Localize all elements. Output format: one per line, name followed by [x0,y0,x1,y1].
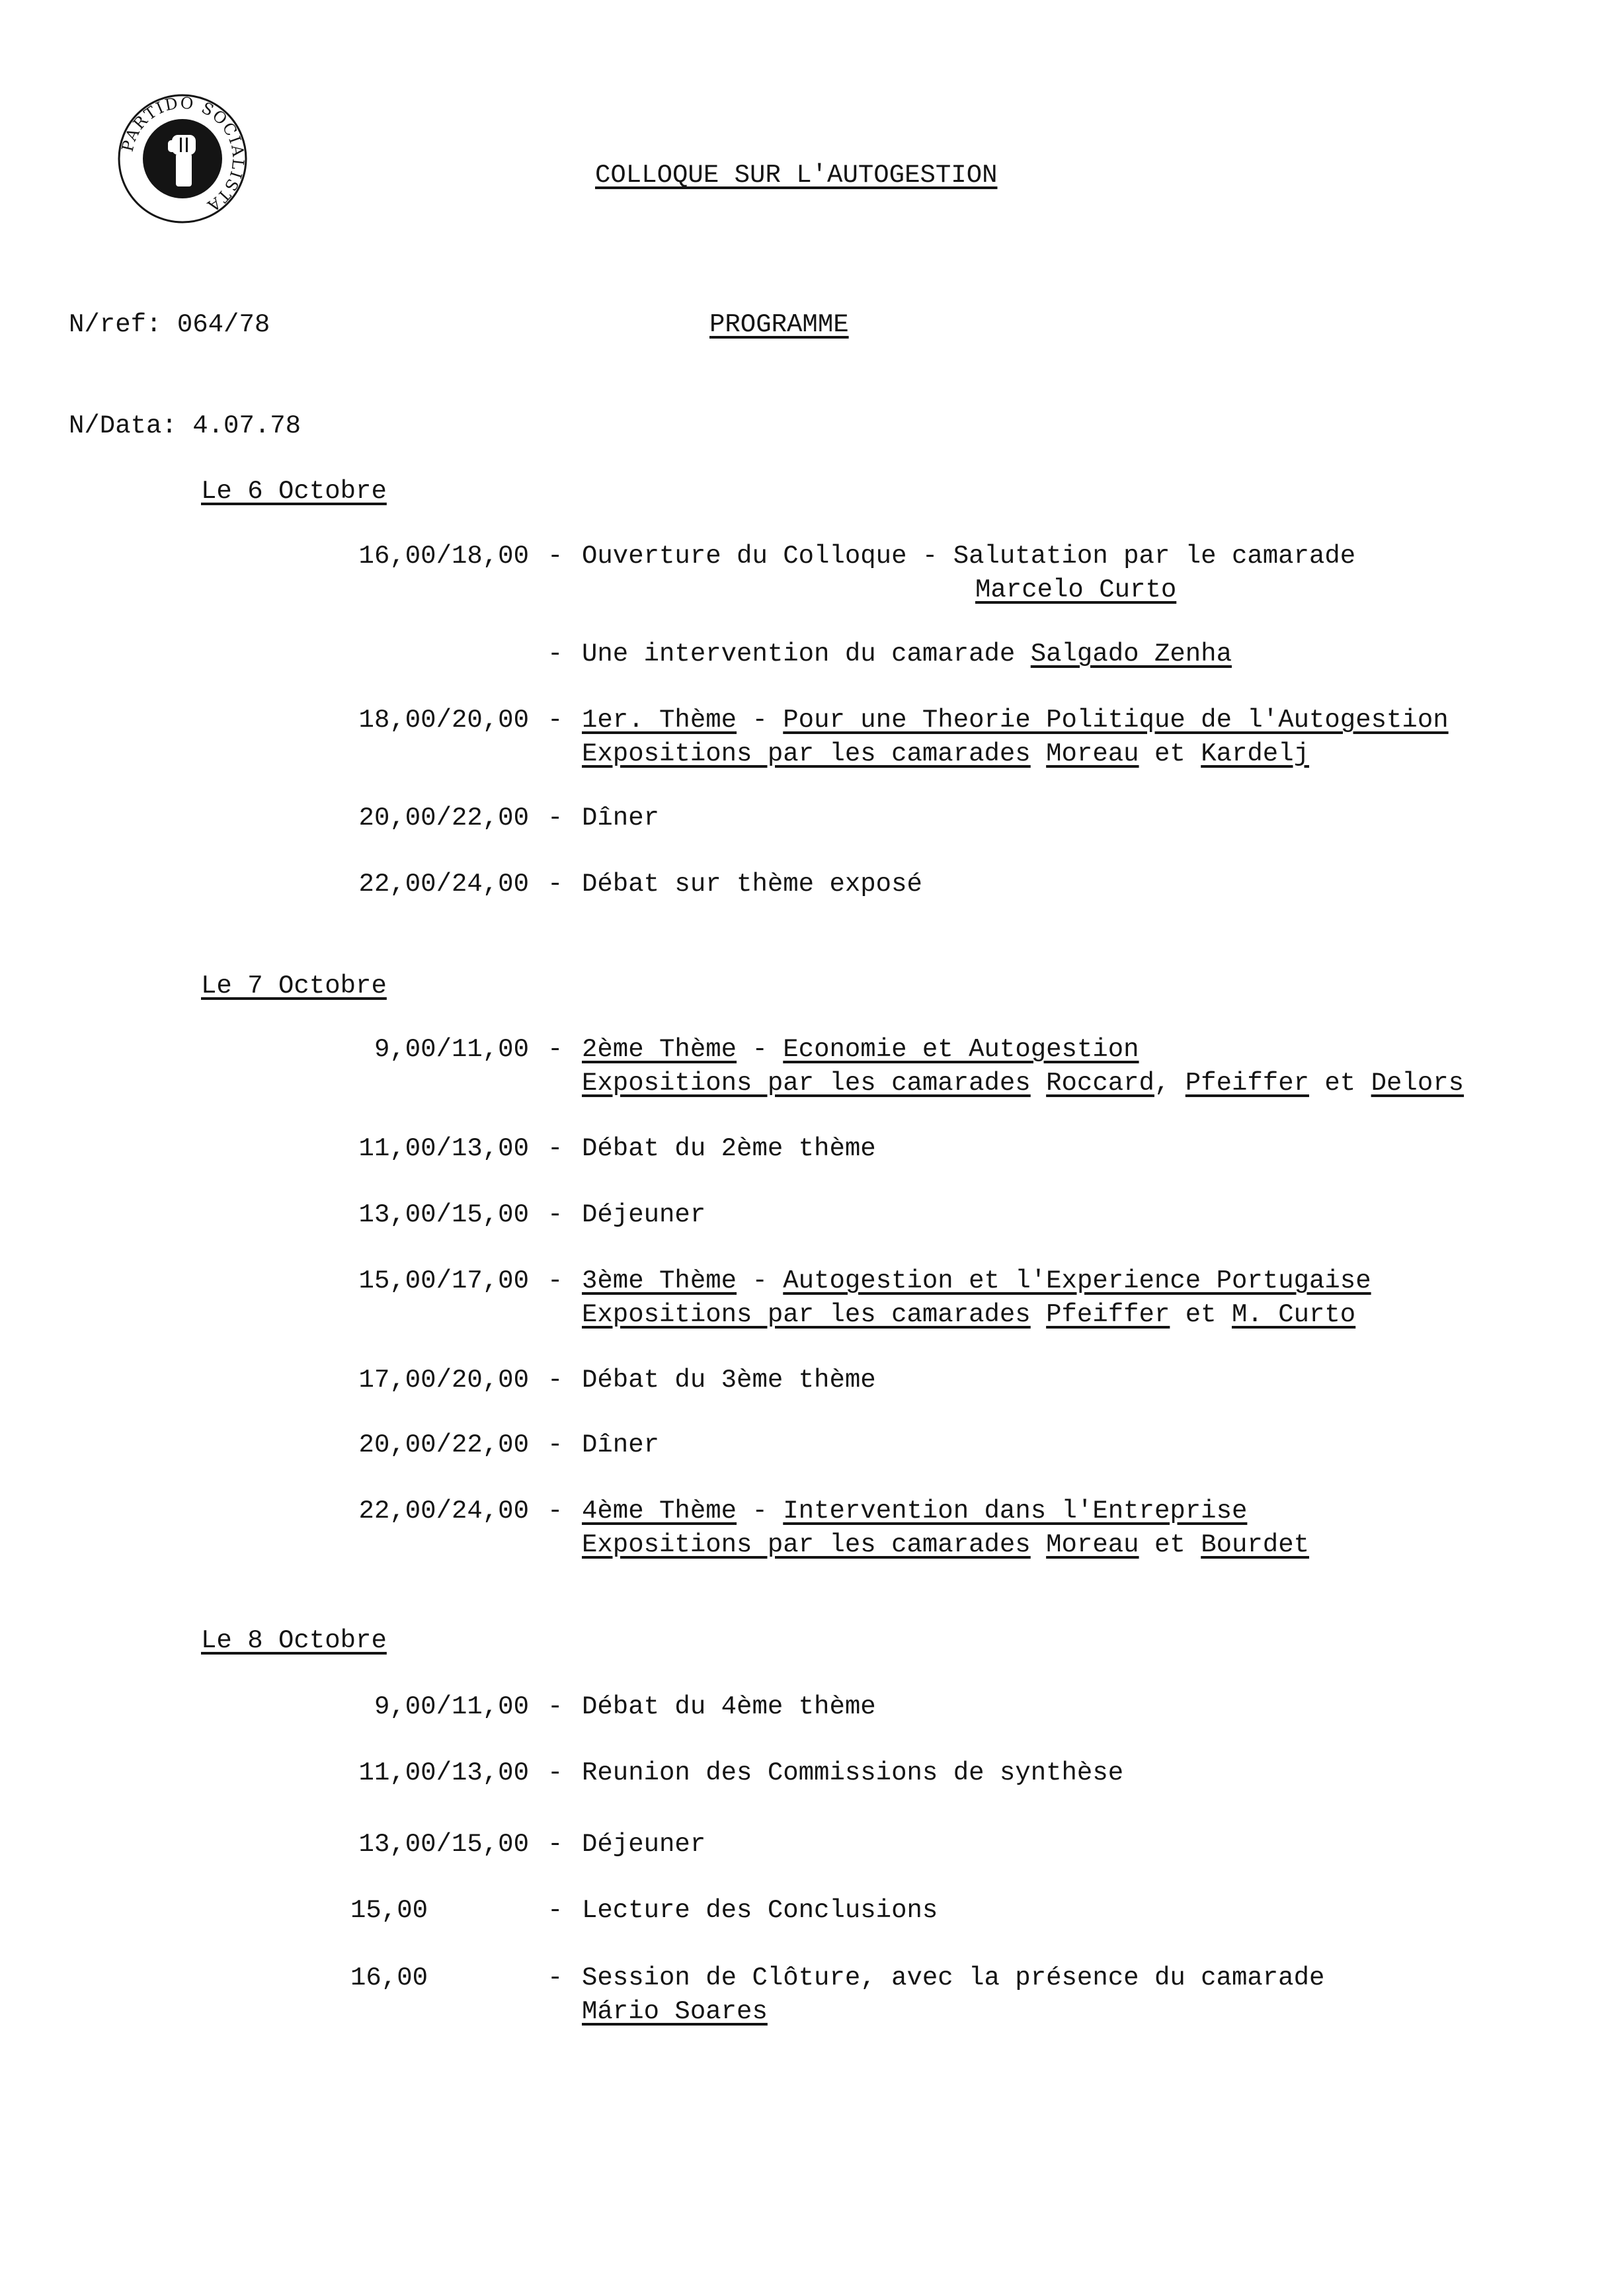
expositions-line [582,1298,1355,1332]
expositions-line [582,737,1309,771]
entry-description: Débat du 3ème thème [582,1366,876,1395]
theme-label: 1er. Thème [582,706,737,735]
entry-dash: - [547,1896,563,1925]
entry-time: 13,00/15,00 [358,1830,529,1859]
theme-topic: Intervention dans l'Entreprise [783,1496,1248,1526]
entry-description: Reunion des Commissions de synthèse [582,1758,1124,1787]
entry-theme-line [582,1264,1371,1298]
theme-topic: Pour une Theorie Politique de l'Autogestion [783,706,1449,735]
theme-topic: Autogestion et l'Experience Portugaise [783,1266,1371,1295]
comma: , [1154,1069,1170,1098]
conjunction: et [1324,1069,1356,1098]
conjunction: et [1185,1300,1217,1329]
entry-time: 11,00/13,00 [358,1134,529,1163]
entry-text: Une intervention du camarade [582,639,1016,669]
speaker-name: Delors [1371,1069,1465,1098]
entry-dash: - [547,639,563,669]
theme-separator: - [752,706,768,735]
speaker-name: Pfeiffer [1046,1300,1170,1329]
entry-dash: - [547,1830,563,1859]
programme-heading: PROGRAMME [709,310,849,339]
entry-description: Débat du 4ème thème [582,1692,876,1721]
entry-description: Lecture des Conclusions [582,1896,938,1925]
day-heading-8-octobre: Le 8 Octobre [201,1626,387,1655]
entry-time: 16,00 [350,1963,428,1992]
theme-separator: - [752,1496,768,1526]
entry-description: Session de Clôture, avec la présence du camarade [582,1963,1325,1992]
entry-time: 17,00/20,00 [358,1366,529,1395]
theme-label: 2ème Thème [582,1035,737,1064]
speaker-name: Marcelo Curto [975,575,1177,604]
entry-description: Déjeuner [582,1830,706,1859]
day-heading-6-octobre: Le 6 Octobre [201,477,387,506]
entry-dash: - [547,1430,563,1459]
entry-time: 11,00/13,00 [358,1758,529,1787]
ref-date: N/Data: 4.07.78 [69,411,302,440]
entry-theme-line [582,704,1449,737]
speaker-name: Roccard [1046,1069,1154,1098]
entry-description: Ouverture du Colloque - Salutation par le camarade [582,542,1356,571]
entry-description: Déjeuner [582,1200,706,1229]
entry-dash: - [547,706,563,735]
entry-theme-line [582,1495,1247,1528]
theme-label: 4ème Thème [582,1496,737,1526]
entry-dash: - [547,1200,563,1229]
entry-dash: - [547,1266,563,1295]
entry-time: 20,00/22,00 [358,803,529,833]
theme-topic: Economie et Autogestion [783,1035,1139,1064]
entry-dash: - [547,1134,563,1163]
entry-dash: - [547,542,563,571]
entry-time: 15,00 [350,1896,428,1925]
speaker-name: Moreau [1046,1530,1139,1559]
expositions-label: Expositions par les camarades [582,739,1031,768]
expositions-label: Expositions par les camarades [582,1530,1031,1559]
expositions-line [582,1067,1464,1100]
conjunction: et [1154,739,1186,768]
speaker-name: Moreau [1046,739,1139,768]
entry-dash: - [547,1758,563,1787]
entry-theme-line [582,1033,1139,1067]
speaker-name: M. Curto [1231,1300,1356,1329]
theme-separator: - [752,1035,768,1064]
entry-time: 22,00/24,00 [358,870,529,899]
entry-description: Débat sur thème exposé [582,870,922,899]
entry-time: 18,00/20,00 [358,706,529,735]
party-logo [116,93,249,225]
ref-number: N/ref: 064/78 [69,310,270,339]
entry-time: 16,00/18,00 [358,542,529,571]
day-heading-7-octobre: Le 7 Octobre [201,971,387,1001]
entry-dash: - [547,803,563,833]
entry-time: 13,00/15,00 [358,1200,529,1229]
entry-dash: - [547,870,563,899]
entry-time: 20,00/22,00 [358,1430,529,1459]
entry-dash: - [547,1963,563,1992]
reference-block [69,241,301,477]
entry-dash: - [547,1692,563,1721]
theme-separator: - [752,1266,768,1295]
speaker-name: Bourdet [1201,1530,1310,1559]
entry-dash: - [547,1496,563,1526]
expositions-label: Expositions par les camarades [582,1300,1031,1329]
speaker-name: Salgado Zenha [1030,639,1232,669]
entry-description: Débat du 2ème thème [582,1134,876,1163]
entry-time: 15,00/17,00 [358,1266,529,1295]
speaker-name: Pfeiffer [1185,1069,1309,1098]
speaker-name: Mário Soares [582,1997,768,2026]
expositions-line [582,1528,1309,1562]
entry-dash: - [547,1035,563,1064]
theme-label: 3ème Thème [582,1266,737,1295]
document-title: COLLOQUE SUR L'AUTOGESTION [595,161,998,190]
speaker-name: Kardelj [1201,739,1310,768]
entry-description: Dîner [582,803,660,833]
entry-description [582,637,1232,671]
logo-text: PARTIDO SOCIALISTA [118,93,248,216]
conjunction: et [1154,1530,1186,1559]
expositions-label: Expositions par les camarades [582,1069,1031,1098]
entry-description: Dîner [582,1430,660,1459]
entry-time: 22,00/24,00 [358,1496,529,1526]
entry-time: 9,00/11,00 [374,1035,529,1064]
entry-time: 9,00/11,00 [374,1692,529,1721]
entry-dash: - [547,1366,563,1395]
